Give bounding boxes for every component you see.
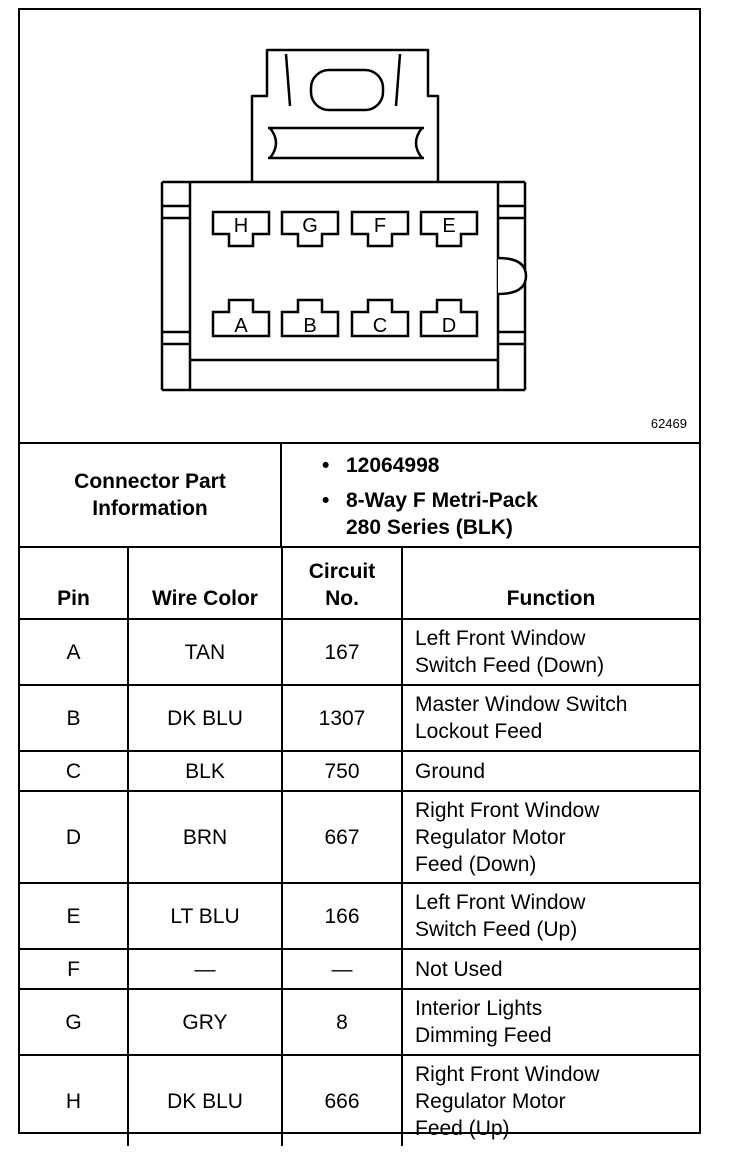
pin-cell: H <box>20 1055 128 1146</box>
function-line: Switch Feed (Down) <box>415 654 605 677</box>
circuit-cell: 8 <box>282 989 402 1055</box>
function-line: Regulator Motor <box>415 825 566 849</box>
header-circuit: Circuit No. <box>282 547 402 619</box>
wire-color-cell: GRY <box>128 989 282 1055</box>
table-row <box>20 883 699 949</box>
header-function: Function <box>402 547 699 619</box>
table-row <box>20 791 699 883</box>
function-line: Regulator Motor <box>415 1089 566 1113</box>
wire-color-cell: LT BLU <box>128 883 282 949</box>
function-cell <box>402 619 699 685</box>
circuit-cell: 166 <box>282 883 402 949</box>
table-row <box>20 989 699 1055</box>
figure-number: 62469 <box>650 416 687 431</box>
info-label-line1: Connector Part <box>74 470 226 493</box>
table-row <box>20 619 699 685</box>
connector-info-list <box>322 452 538 541</box>
function-line: Left Front Window <box>415 891 586 914</box>
function-cell <box>402 685 699 751</box>
cavity-label: B <box>303 315 317 337</box>
connector-info-row <box>20 442 699 546</box>
table-row <box>20 1055 699 1146</box>
wire-color-cell: — <box>128 949 282 989</box>
function-line: Right Front Window <box>415 1062 600 1086</box>
circuit-cell: — <box>282 949 402 989</box>
part-number: • 12064998 <box>322 452 538 479</box>
wire-color-cell: TAN <box>128 619 282 685</box>
pin-cell: A <box>20 619 128 685</box>
pin-cell: G <box>20 989 128 1055</box>
circuit-cell: 667 <box>282 791 402 883</box>
table-row <box>20 751 699 791</box>
cavity-label: F <box>373 215 387 237</box>
function-line: Feed (Down) <box>415 852 537 876</box>
pin-cell: D <box>20 791 128 883</box>
polarizing-notch <box>498 258 526 294</box>
header-wire-color: Wire Color <box>128 547 282 619</box>
circuit-cell: 750 <box>282 751 402 791</box>
latch-slot <box>311 70 383 110</box>
pin-cell: C <box>20 751 128 791</box>
cavity-label: C <box>372 315 388 337</box>
connector-figure <box>20 10 699 442</box>
circuit-cell: 1307 <box>282 685 402 751</box>
connector-drawing <box>20 10 699 442</box>
circuit-cell: 167 <box>282 619 402 685</box>
cavity-label: E <box>442 215 456 237</box>
table-header-row <box>20 547 699 619</box>
pin-cell: B <box>20 685 128 751</box>
pin-cell: E <box>20 883 128 949</box>
diagram-frame <box>18 8 701 1140</box>
function-cell <box>402 751 699 791</box>
function-line: Right Front Window <box>415 798 600 822</box>
pin-cell: F <box>20 949 128 989</box>
connector-description: • 8-Way F Metri-Pack <box>322 487 538 514</box>
function-line: Dimming Feed <box>415 1024 552 1047</box>
function-line: Master Window Switch <box>415 693 628 716</box>
function-line: Feed (Up) <box>415 1116 510 1140</box>
function-line: Interior Lights <box>415 997 543 1020</box>
function-line: Switch Feed (Up) <box>415 918 578 941</box>
connector-info-label <box>20 444 282 546</box>
connector-description-cont: 280 Series (BLK) <box>346 516 513 539</box>
cavity-label: G <box>302 215 318 237</box>
function-cell <box>402 883 699 949</box>
function-cell <box>402 1055 699 1146</box>
function-cell <box>402 949 699 989</box>
wire-color-cell: BRN <box>128 791 282 883</box>
info-label-line2: Information <box>92 497 208 520</box>
function-line: Lockout Feed <box>415 720 543 743</box>
cavity-label: H <box>233 215 249 237</box>
wire-color-cell: BLK <box>128 751 282 791</box>
function-line: Ground <box>415 759 486 783</box>
function-cell <box>402 791 699 883</box>
pinout-table <box>20 546 699 1146</box>
wire-color-cell: DK BLU <box>128 685 282 751</box>
circuit-cell: 666 <box>282 1055 402 1146</box>
function-line: Not Used <box>415 957 503 981</box>
table-row <box>20 949 699 989</box>
pinout-rows <box>20 619 699 1146</box>
function-line: Left Front Window <box>415 627 586 650</box>
wire-color-cell: DK BLU <box>128 1055 282 1146</box>
header-pin: Pin <box>20 547 128 619</box>
table-row <box>20 685 699 751</box>
function-cell <box>402 989 699 1055</box>
cavity-label: D <box>441 315 457 337</box>
cavity-label: A <box>234 315 248 337</box>
